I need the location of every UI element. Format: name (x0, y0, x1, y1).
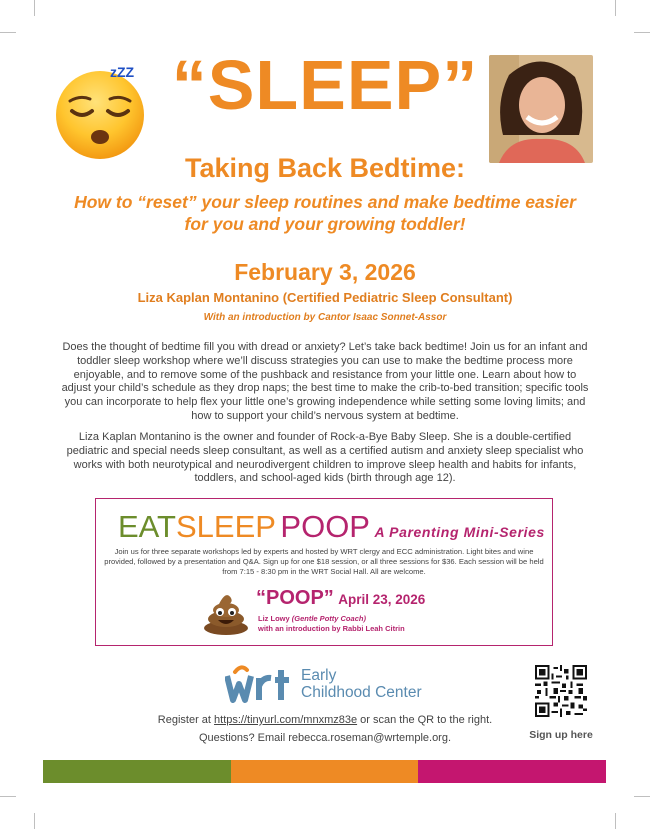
series-description: Join us for three separate workshops led by experts and hosted by WRT clergy and ECC administration. Light bites and wine provided, followed by a presentation and Q&A. Sign up for one $18 session, or all three sessions for $36. Each session will be held from 7:15 - 8:30 pm in the WRT Social Hall. All are welcome. (104, 547, 544, 576)
series-subtitle: A Parenting Mini-Series (374, 524, 545, 540)
mini-series-box (95, 498, 553, 646)
presenter-name: Liza Kaplan Montanino (Certified Pediatric Sleep Consultant) (137, 290, 513, 305)
introduction-credit: With an introduction by Cantor Isaac Sonnet-Assor (203, 312, 447, 323)
series-poop: POOP (280, 509, 370, 544)
event-date: February 3, 2026 (234, 259, 416, 285)
contact-line: Questions? Email rebecca.roseman@wrtemple.org. (198, 732, 452, 744)
workshop-description: Does the thought of bedtime fill you with dread or anxiety? Let’s take back bedtime! Join us for an infant and toddler sleep workshop where we’ll discuss strategies you can use to make the bedtime process more enjoyable, and to remove some of the pushback and resistance from your little one. Learn about how to adjust your child’s schedule as they drop naps; the best time to make the crib-to-bed transition; specific tools you can incorporate to help flex your little one’s growing independence while setting some loving limits; and how to support your child’s nervous system at bedtime. (61, 341, 589, 422)
color-bar-magenta (418, 760, 606, 783)
logo-line-1: Early (301, 667, 337, 684)
crop-mark (34, 813, 35, 829)
series-heading (118, 509, 545, 545)
next-session-presenter (258, 614, 405, 633)
coach-name: Liz Lowy (258, 614, 290, 623)
signup-qr-code-icon[interactable] (535, 665, 587, 717)
register-link[interactable]: https://tinyurl.com/mnxmz83e (214, 714, 358, 726)
zzz-text: zZZ (110, 64, 135, 80)
next-session-label (256, 587, 425, 610)
presenter-bio: Liza Kaplan Montanino is the owner and founder of Rock-a-Bye Baby Sleep. She is a double-certified pediatric and special needs sleep consultant, as well as a certified autism and anxiety sleep specialist who works with both neurotypical and neurodivergent children to improve sleep health and habits for infants, toddlers, and school-aged kids (birth through age 12). (66, 431, 584, 485)
wrt-logo-icon (225, 664, 297, 704)
next-session-title: “POOP” (256, 587, 334, 609)
color-bar-green (43, 760, 231, 783)
crop-mark (0, 796, 16, 797)
poop-emoji-icon (201, 586, 251, 636)
next-session-date: April 23, 2026 (338, 592, 426, 607)
presenter-photo (489, 55, 593, 163)
wrt-ecc-logo (225, 664, 440, 704)
register-line (100, 714, 550, 726)
color-bar-orange (231, 760, 419, 783)
crop-mark (634, 796, 650, 797)
crop-mark (615, 813, 616, 829)
crop-mark (0, 32, 16, 33)
register-prefix: Register at (157, 714, 215, 726)
logo-line-2: Childhood Center (301, 684, 422, 701)
series-sleep: SLEEP (176, 509, 276, 544)
sleeping-face-emoji-icon (52, 55, 160, 163)
tagline: How to “reset” your sleep routines and make bedtime easier for you and your growing toddler! (74, 192, 576, 234)
color-bar (43, 760, 606, 783)
coach-role: (Gentle Potty Coach) (291, 614, 366, 623)
coach-intro: with an introduction by Rabbi Leah Citrin (258, 623, 405, 633)
signup-caption: Sign up here (529, 729, 593, 741)
crop-mark (34, 0, 35, 16)
workshop-title: “SLEEP” (171, 46, 479, 124)
register-suffix: or scan the QR to the right. (357, 714, 493, 726)
series-eat: EAT (118, 509, 176, 544)
crop-mark (615, 0, 616, 16)
subtitle: Taking Back Bedtime: (184, 153, 466, 183)
crop-mark (634, 32, 650, 33)
